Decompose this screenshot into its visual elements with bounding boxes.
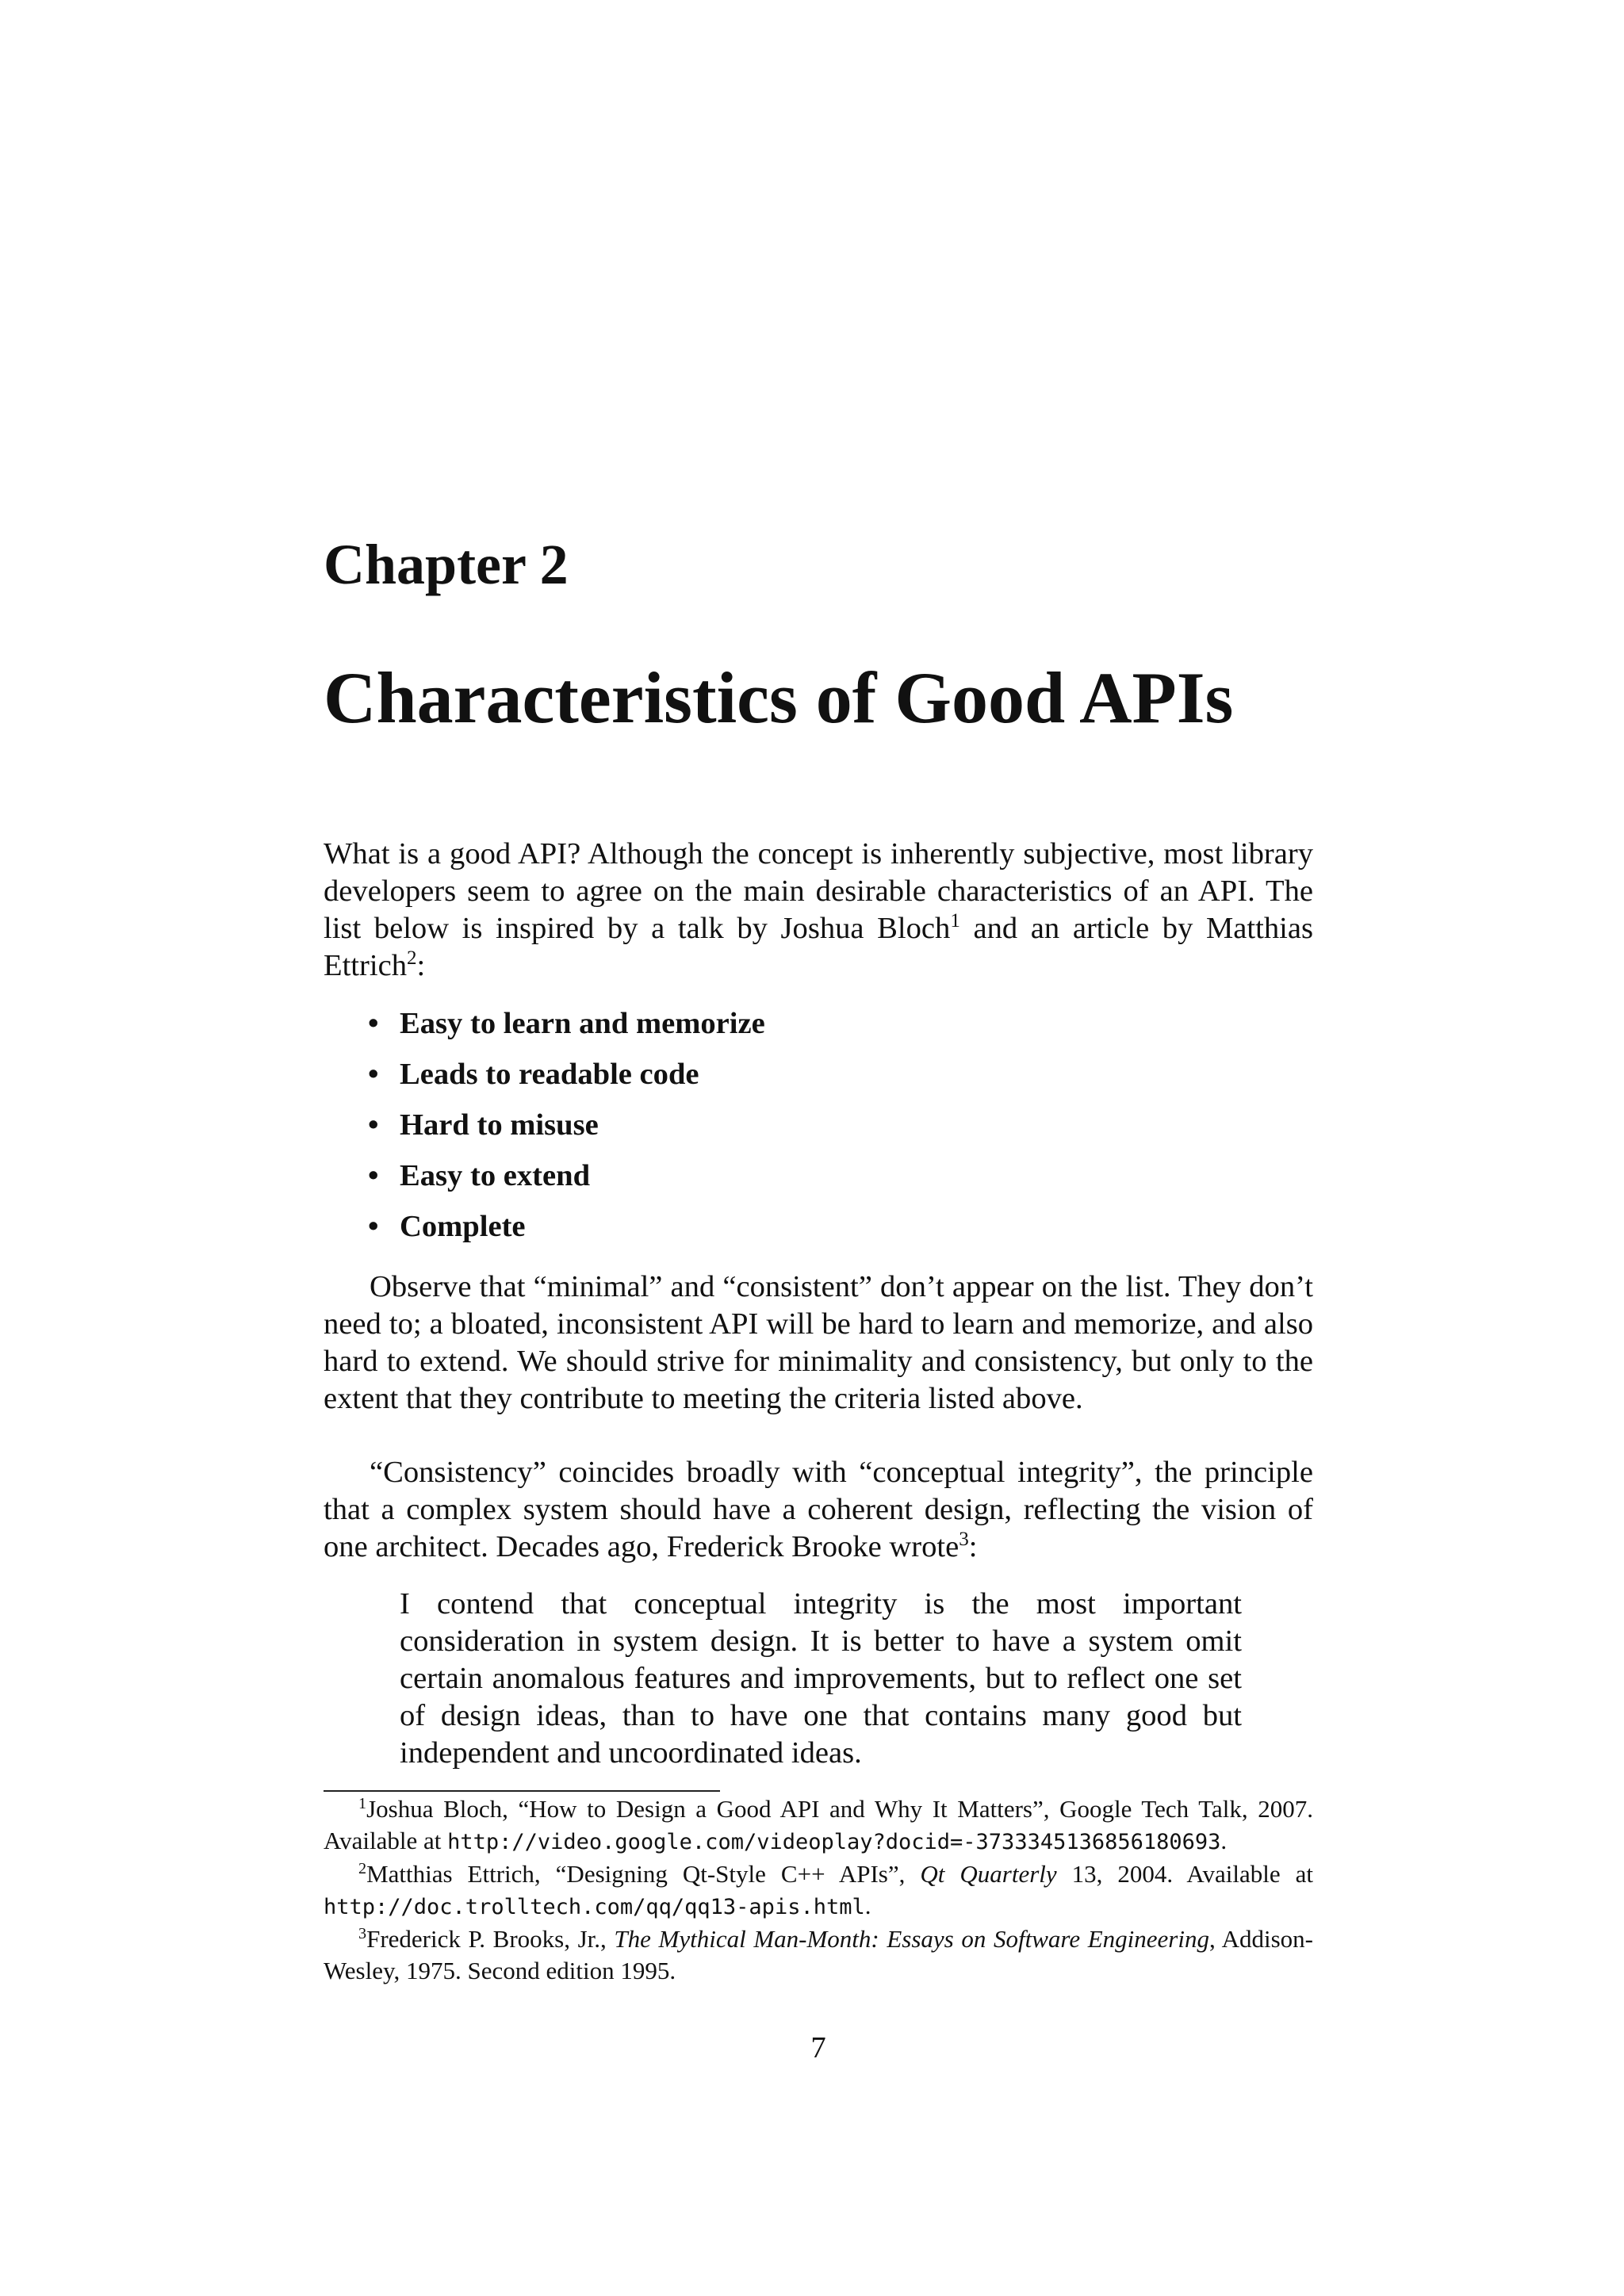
footnote-ref-1[interactable]: 1 — [950, 910, 960, 932]
intro-text: What is a good API? Although the concept is inherently subjective, most library developers seem to agree on the main desirable characteristics of an API. The list below is inspired by a talk by Joshua Bloch — [324, 837, 1313, 945]
intro-text-middle: and an article by Matthias Ettrich — [324, 912, 1314, 982]
chapter-label: Chapter 2 — [324, 533, 569, 596]
block-quote: I contend that conceptual integrity is the most important consideration in system design. It is better to have a system omit certain anomalous features and improvements, but to reflect one set of design ideas, than to have one that contains many good but independent and uncoordinated ideas. — [400, 1587, 1242, 1770]
footnote-divider — [324, 1790, 720, 1792]
footnote-text-2: , Addison-Wesley, 1975. Second edition 1995. — [324, 1925, 1314, 1984]
footnote-end: . — [864, 1892, 871, 1919]
footnote-ref-2[interactable]: 2 — [406, 947, 417, 970]
bullet-icon: • — [368, 1007, 379, 1040]
footnote-url-link[interactable]: http://doc.trolltech.com/qq/qq13-apis.html — [324, 1895, 865, 1919]
paragraph-text: “Consistency” coincides broadly with “conceptual integrity”, the principle that a complex system should have a coherent design, reflecting the vision of one architect. Decades ago, Frederick Brooke wrote — [324, 1456, 1313, 1563]
footnote-ref-3[interactable]: 3 — [959, 1529, 969, 1551]
list-item — [324, 1158, 1313, 1208]
paragraph-conceptual-integrity — [324, 1454, 1313, 1566]
footnote-1 — [324, 1793, 1313, 1858]
footnote-url-link[interactable]: http://video.google.com/videoplay?docid=-3733345136856180693 — [447, 1830, 1221, 1854]
list-item — [324, 1005, 1313, 1056]
list-item — [324, 1107, 1313, 1158]
bullet-icon: • — [368, 1058, 379, 1091]
list-item — [324, 1208, 1313, 1259]
paragraph-minimal-consistent: Observe that “minimal” and “consistent” don’t appear on the list. They don’t need to; a bloated, inconsistent API will be hard to learn and memorize, and also hard to extend. We should strive for minimality and consistency, but only to the extent that they contribute to meeting the criteria listed above. — [324, 1270, 1313, 1415]
chapter-title: Characteristics of Good APIs — [324, 657, 1234, 738]
footnote-text: Joshua Bloch, “How to Design a Good API and Why It Matters”, Google Tech Talk, 2007. Available at — [324, 1795, 1313, 1854]
characteristics-list — [324, 1005, 1313, 1259]
footnote-2 — [324, 1858, 1313, 1923]
footnote-text: Frederick P. Brooks, Jr., — [366, 1925, 615, 1953]
footnote-marker: 3 — [358, 1924, 367, 1942]
footnote-italic-title: The Mythical Man-Month: Essays on Software Engineering — [614, 1925, 1209, 1953]
footnotes — [324, 1793, 1313, 1987]
footnote-3 — [324, 1923, 1313, 1987]
paragraph-text-end: : — [968, 1530, 978, 1563]
intro-text-end: : — [416, 949, 426, 982]
book-page — [324, 0, 1313, 2296]
footnote-marker: 1 — [358, 1794, 367, 1812]
bullet-icon: • — [368, 1210, 379, 1243]
list-item-label: Complete — [400, 1210, 526, 1243]
list-item-label: Easy to extend — [400, 1159, 591, 1192]
list-item-label: Leads to readable code — [400, 1058, 699, 1091]
list-item — [324, 1056, 1313, 1107]
footnote-text: Matthias Ettrich, “Designing Qt-Style C++ APIs”, — [366, 1860, 921, 1888]
bullet-icon: • — [368, 1108, 379, 1142]
footnote-text-2: 13, 2004. Available at — [1056, 1860, 1313, 1888]
list-item-label: Hard to misuse — [400, 1108, 599, 1142]
list-item-label: Easy to learn and memorize — [400, 1007, 765, 1040]
bullet-icon: • — [368, 1159, 379, 1192]
footnote-italic-title: Qt Quarterly — [920, 1860, 1057, 1888]
intro-paragraph — [324, 836, 1313, 985]
page-number: 7 — [810, 2031, 826, 2064]
footnote-end: . — [1220, 1827, 1228, 1854]
footnote-marker: 2 — [358, 1859, 367, 1877]
